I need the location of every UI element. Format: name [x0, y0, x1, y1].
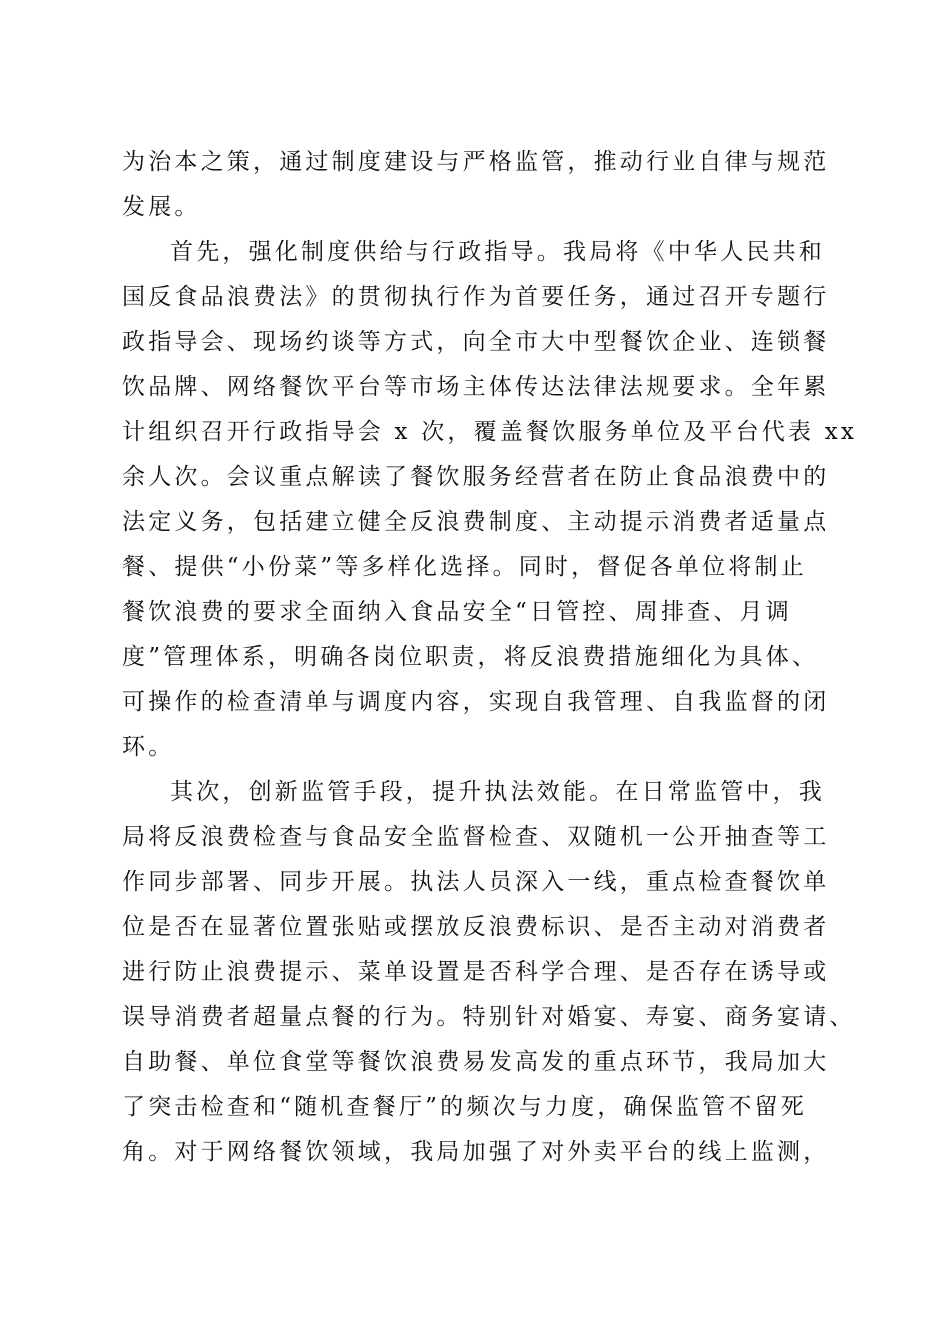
text-line: 了突击检查和“随机查餐厅”的频次与力度，确保监管不留死 [122, 1094, 807, 1120]
text-line: 可操作的检查清单与调度内容，实现自我管理、自我监督的闭 [122, 689, 830, 715]
text-line: 法定义务，包括建立健全反浪费制度、主动提示消费者适量点 [122, 509, 830, 535]
text-line: 作同步部署、同步开展。执法人员深入一线，重点检查餐饮单 [122, 869, 830, 895]
text-line: 局将反浪费检查与食品安全监督检查、双随机一公开抽查等工 [122, 824, 830, 850]
text-line: 进行防止浪费提示、菜单设置是否科学合理、是否存在诱导或 [122, 959, 830, 985]
text-line: 国反食品浪费法》的贯彻执行作为首要任务，通过召开专题行 [122, 284, 830, 310]
text-line: 位是否在显著位置张贴或摆放反浪费标识、是否主动对消费者 [122, 914, 830, 940]
text-line: 计组织召开行政指导会 x 次，覆盖餐饮服务单位及平台代表 xx [122, 419, 858, 445]
text-line: 度”管理体系，明确各岗位职责，将反浪费措施细化为具体、 [122, 644, 819, 670]
text-line: 发展。 [122, 194, 201, 220]
text-line: 余人次。会议重点解读了餐饮服务经营者在防止食品浪费中的 [122, 464, 830, 490]
text-line: 餐、提供“小份菜”等多样化选择。同时，督促各单位将制止 [122, 554, 807, 580]
paragraph-first-line: 其次，创新监管手段，提升执法效能。在日常监管中，我 [170, 779, 825, 805]
text-line: 环。 [122, 734, 175, 760]
text-line: 自助餐、单位食堂等餐饮浪费易发高发的重点环节，我局加大 [122, 1049, 830, 1075]
text-line: 误导消费者超量点餐的行为。特别针对婚宴、寿宴、商务宴请、 [122, 1004, 856, 1030]
text-line: 为治本之策，通过制度建设与严格监管，推动行业自律与规范 [122, 149, 830, 175]
text-line: 政指导会、现场约谈等方式，向全市大中型餐饮企业、连锁餐 [122, 329, 830, 355]
text-line: 角。对于网络餐饮领域，我局加强了对外卖平台的线上监测， [122, 1139, 830, 1165]
text-line: 饮品牌、网络餐饮平台等市场主体传达法律法规要求。全年累 [122, 374, 830, 400]
text-line: 餐饮浪费的要求全面纳入食品安全“日管控、周排查、月调 [122, 599, 792, 625]
paragraph-first-line: 首先，强化制度供给与行政指导。我局将《中华人民共和 [170, 239, 825, 265]
